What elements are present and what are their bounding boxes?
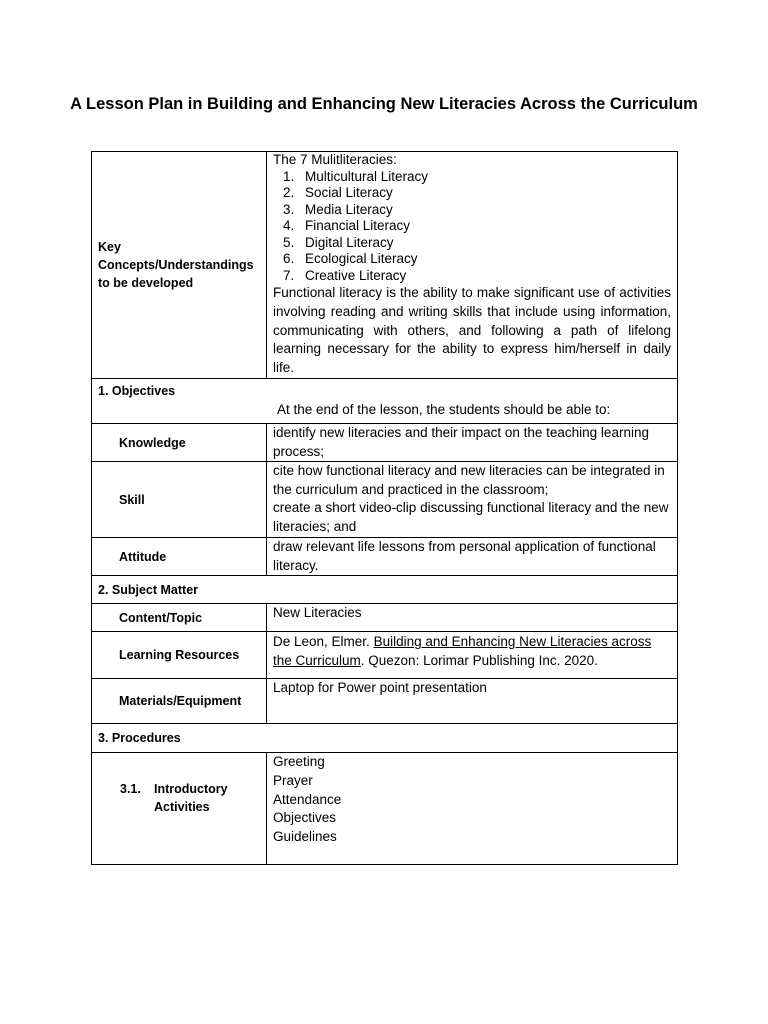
attitude-text: draw relevant life lessons from personal application of functional literacy. xyxy=(273,539,656,573)
content-topic-text: New Literacies xyxy=(273,605,362,621)
list-item: 6. Ecological Literacy xyxy=(283,251,418,266)
knowledge-label: Knowledge xyxy=(119,435,186,450)
activity-item: Attendance xyxy=(273,791,342,807)
subject-matter-row xyxy=(92,576,678,604)
resources-book-title: Building and Enhancing New Literacies across the Curriculum xyxy=(273,634,652,668)
lesson-plan-table xyxy=(91,151,678,865)
skill-text-2: create a short video-clip discussing functional literacy and the new literacies; and xyxy=(273,500,669,534)
knowledge-row xyxy=(92,423,678,461)
list-item: 3. Media Literacy xyxy=(283,201,393,217)
content-topic-label-cell xyxy=(92,604,267,632)
attitude-row xyxy=(92,538,678,576)
procedures-row xyxy=(92,724,678,753)
functional-literacy-definition: Functional literacy is the ability to make significant use of activities involving reading and writing skills that include using information, communicating with others, and following a path of lifelong learning necessary for the ability to express him/herself in daily life. xyxy=(273,285,671,376)
learning-resources-label-cell xyxy=(92,632,267,679)
key-concepts-label: Key Concepts/Understandings to be developed xyxy=(98,239,254,290)
content-topic-label: Content/Topic xyxy=(119,610,203,625)
document-title: A Lesson Plan in Building and Enhancing New Literacies Across the Curriculum xyxy=(70,95,698,113)
introductory-activities-label-cell xyxy=(92,753,267,865)
knowledge-cell xyxy=(267,423,678,461)
skill-label: Skill xyxy=(119,492,145,507)
introductory-activities-label xyxy=(92,780,266,838)
skill-text-1: cite how functional literacy and new literacies can be integrated in the curriculum and practiced in the classroom; xyxy=(273,463,665,497)
list-item: 2. Social Literacy xyxy=(283,185,393,200)
materials-label: Materials/Equipment xyxy=(119,694,242,709)
key-concepts-row xyxy=(92,152,678,379)
subject-matter-cell xyxy=(92,576,678,604)
multiliteracies-intro: The 7 Mulitliteracies: xyxy=(273,152,397,167)
learning-resources-row xyxy=(92,632,678,679)
learning-resources-cell xyxy=(267,632,678,679)
attitude-label-cell xyxy=(92,538,267,576)
materials-label-cell xyxy=(92,679,267,724)
attitude-label: Attitude xyxy=(119,549,167,564)
introductory-activities-cell xyxy=(267,753,678,865)
content-topic-row xyxy=(92,604,678,632)
procedures-cell xyxy=(92,724,678,753)
skill-cell xyxy=(267,462,678,538)
knowledge-label-cell xyxy=(92,423,267,461)
materials-cell xyxy=(267,679,678,724)
key-concepts-content-cell xyxy=(267,152,678,379)
materials-row xyxy=(92,679,678,724)
activity-item: Guidelines xyxy=(273,828,337,844)
resources-author: De Leon, Elmer. xyxy=(273,634,374,650)
content-topic-cell xyxy=(267,604,678,632)
knowledge-text: identify new literacies and their impact on the teaching learning process; xyxy=(273,424,649,459)
introductory-activities-title: Introductory Activities xyxy=(154,781,228,814)
procedures-label: 3. Procedures xyxy=(98,731,181,746)
introductory-activities-row xyxy=(92,753,678,865)
list-item: 5. Digital Literacy xyxy=(283,234,394,250)
key-concepts-label-cell xyxy=(92,152,267,379)
multiliteracies-list xyxy=(267,169,677,285)
activity-item: Objectives xyxy=(273,810,337,826)
skill-label-cell xyxy=(92,462,267,538)
list-item: 4. Financial Literacy xyxy=(283,218,411,233)
objectives-row xyxy=(92,378,678,423)
objectives-label: 1. Objectives xyxy=(98,383,176,398)
materials-text: Laptop for Power point presentation xyxy=(273,680,487,696)
learning-resources-label: Learning Resources xyxy=(119,648,240,663)
objectives-cell xyxy=(92,378,678,423)
skill-row xyxy=(92,462,678,538)
introductory-activities-number: 3.1. xyxy=(120,781,141,796)
activity-item: Prayer xyxy=(273,772,313,788)
activity-item: Greeting xyxy=(273,754,325,770)
list-item: 1. Multicultural Literacy xyxy=(283,168,429,184)
resources-publisher: . Quezon: Lorimar Publishing Inc. 2020. xyxy=(360,652,598,668)
subject-matter-label: 2. Subject Matter xyxy=(98,582,199,597)
learning-resources-text xyxy=(267,632,677,670)
list-item: 7. Creative Literacy xyxy=(283,267,407,283)
objectives-intro: At the end of the lesson, the students should be able to: xyxy=(277,401,611,417)
attitude-cell xyxy=(267,538,678,576)
